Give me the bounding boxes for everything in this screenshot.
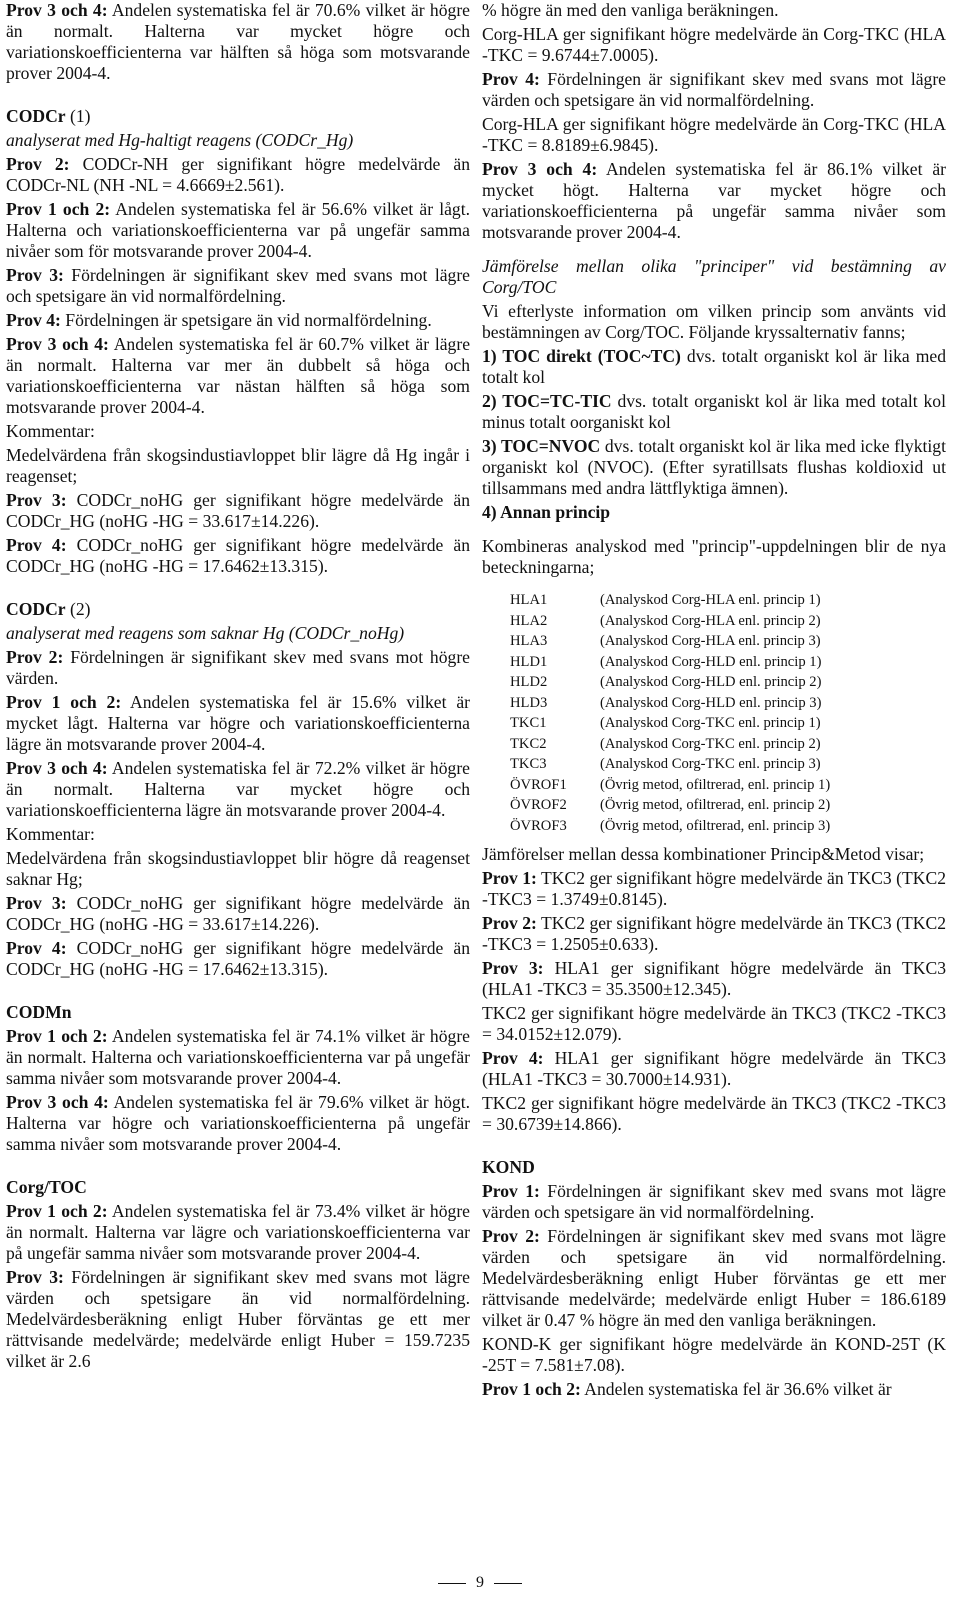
paragraph bbox=[6, 130, 470, 151]
paragraph bbox=[482, 1226, 946, 1331]
bold-label: Prov 3: bbox=[6, 1267, 64, 1287]
section-gap bbox=[482, 1138, 946, 1157]
abbreviation-description: (Analyskod Corg-HLD enl. princip 3) bbox=[600, 694, 822, 711]
paragraph bbox=[482, 114, 946, 156]
body-text: Andelen systematiska fel är 70.6% vilket är högre än normalt. Halterna var mycket högre och variationskoefficienterna var hälften så höga som motsvarande prover 2004-4. bbox=[6, 0, 470, 83]
bold-label: Prov 3: bbox=[6, 490, 67, 510]
left-column bbox=[6, 0, 470, 1375]
right-column bbox=[482, 0, 946, 1403]
paragraph bbox=[482, 69, 946, 111]
body-text: Andelen systematiska fel är 74.1% vilket är högre än normalt. Halterna och variationskoefficienterna var på ungefär samma nivåer som motsvarande prover 2004-4. bbox=[6, 1026, 470, 1088]
body-text: TKC2 ger signifikant högre medelvärde än TKC3 (TKC2 -TKC3 = 30.6739±14.866). bbox=[482, 1093, 946, 1134]
body-text: Andelen systematiska fel är 36.6% vilket är bbox=[580, 1379, 892, 1399]
paragraph bbox=[482, 958, 946, 1000]
paragraph bbox=[482, 301, 946, 343]
body-text: Andelen systematiska fel är 72.2% vilket är högre än normalt. Halterna var mycket högre och variationskoefficienterna lägre än motsvarande prover 2004-4. bbox=[6, 758, 470, 820]
body-text: dvs. totalt organiskt kol är lika med totalt kol bbox=[482, 346, 946, 387]
bold-label: 2) TOC=TC-TIC bbox=[482, 391, 612, 411]
body-text: Medelvärdena från skogsindustiavloppet blir högre då reagenset saknar Hg; bbox=[6, 848, 470, 889]
body-text: (2) bbox=[65, 599, 91, 619]
abbreviation-code: HLA1 bbox=[510, 592, 548, 608]
bold-label: Prov 3 och 4: bbox=[6, 0, 108, 20]
body-text: Fördelningen är signifikant skev med svans mot högre värden. bbox=[6, 647, 470, 688]
section-gap bbox=[6, 580, 470, 599]
paragraph bbox=[482, 502, 946, 523]
abbreviation-description: (Övrig metod, ofiltrerad, enl. princip 2) bbox=[600, 797, 831, 813]
paragraph bbox=[482, 868, 946, 910]
bold-label: CODMn bbox=[6, 1002, 72, 1022]
paragraph bbox=[6, 1201, 470, 1264]
body-text: Kommentar: bbox=[6, 421, 95, 441]
abbreviation-description: (Analyskod Corg-HLA enl. princip 2) bbox=[600, 612, 821, 629]
paragraph bbox=[482, 159, 946, 243]
abbreviation-row bbox=[510, 652, 946, 673]
paragraph bbox=[482, 1093, 946, 1135]
bold-label: Prov 1: bbox=[482, 868, 537, 888]
body-text: TKC2 ger signifikant högre medelvärde än TKC3 (TKC2 -TKC3 = 1.3749±0.8145). bbox=[482, 868, 946, 909]
abbreviation-description: (Analyskod Corg-HLA enl. princip 1) bbox=[600, 592, 821, 608]
body-text: CODCr_noHG ger signifikant högre medelvärde än CODCr_HG (noHG -HG = 33.617±14.226). bbox=[6, 490, 470, 531]
paragraph bbox=[482, 1157, 946, 1178]
paragraph bbox=[6, 334, 470, 418]
body-text: KOND-K ger signifikant högre medelvärde än KOND-25T (K -25T = 7.581±7.08). bbox=[482, 1334, 946, 1375]
bold-label: CODCr bbox=[6, 106, 66, 126]
body-text: Andelen systematiska fel är 15.6% vilket är mycket lågt. Halterna var högre och variationskoefficienterna lägre än motsvarande prover 2004-4. bbox=[6, 692, 470, 754]
body-text: Fördelningen är signifikant skev med svans mot lägre värden och spetsigare än vid normalfördelning. Medelvärdesberäkning enligt Huber förväntas ge ett mer rättvisande medelvärde; medelvärde enligt Huber = 186.6189 vilket är 0.47 % högre än med den vanliga beräkningen. bbox=[482, 1226, 946, 1330]
body-text: TKC2 ger signifikant högre medelvärde än TKC3 (TKC2 -TKC3 = 1.2505±0.633). bbox=[482, 913, 946, 954]
abbreviation-row bbox=[510, 754, 946, 775]
section-gap bbox=[482, 526, 946, 536]
bold-label: Prov 4: bbox=[6, 938, 67, 958]
abbreviation-code: TKC3 bbox=[510, 756, 547, 772]
paragraph bbox=[6, 824, 470, 845]
body-text: CODCr_noHG ger signifikant högre medelvärde än CODCr_HG (noHG -HG = 17.6462±13.315). bbox=[6, 938, 470, 979]
body-text: dvs. totalt organiskt kol är lika med totalt kol minus totalt oorganiskt kol bbox=[482, 391, 946, 432]
abbreviation-code: HLD3 bbox=[510, 694, 548, 711]
bold-label: Prov 1: bbox=[482, 1181, 540, 1201]
abbreviation-description: (Övrig metod, ofiltrerad, enl. princip 1) bbox=[600, 776, 831, 793]
paragraph bbox=[6, 623, 470, 644]
section-gap bbox=[6, 1158, 470, 1177]
paragraph bbox=[6, 199, 470, 262]
abbreviation-row bbox=[510, 590, 946, 611]
body-text: HLA1 ger signifikant högre medelvärde än TKC3 (HLA1 -TKC3 = 30.7000±14.931). bbox=[482, 1048, 946, 1089]
section-gap bbox=[482, 246, 946, 256]
abbreviation-row bbox=[510, 693, 946, 714]
paragraph bbox=[6, 265, 470, 307]
abbreviation-row bbox=[510, 713, 946, 734]
paragraph bbox=[482, 536, 946, 578]
body-text: CODCr-NH ger signifikant högre medelvärde än CODCr-NL (NH -NL = 4.6669±2.561). bbox=[6, 154, 470, 195]
bold-label: Prov 3 och 4: bbox=[6, 1092, 109, 1112]
abbreviation-row bbox=[510, 672, 946, 693]
paragraph bbox=[482, 844, 946, 865]
paragraph bbox=[482, 391, 946, 433]
body-text: Fördelningen är spetsigare än vid normalfördelning. bbox=[60, 310, 432, 330]
abbreviation-code: HLD2 bbox=[510, 674, 548, 690]
body-text: CODCr_noHG ger signifikant högre medelvärde än CODCr_HG (noHG -HG = 17.6462±13.315). bbox=[6, 535, 470, 576]
body-text: Andelen systematiska fel är 60.7% vilket är lägre än normalt. Halterna var mer än dubbelt så höga och variationskoefficienterna var nästan hälften så höga som motsvarande prover 2004-4. bbox=[6, 334, 470, 417]
paragraph bbox=[6, 1267, 470, 1372]
paragraph bbox=[482, 346, 946, 388]
body-text: Fördelningen är signifikant skev med svans mot lägre värden och spetsigare än vid normalfördelning. Medelvärdesberäkning enligt Huber förväntas ge ett mer rättvisande medelvärde; medelvärde enligt Huber = 159.7235 vilket är 2.6 bbox=[6, 1267, 470, 1371]
abbreviation-code: ÖVROF3 bbox=[510, 817, 567, 834]
abbreviation-description: (Analyskod Corg-TKC enl. princip 3) bbox=[600, 756, 821, 772]
body-text: Corg-HLA ger signifikant högre medelvärde än Corg-TKC (HLA -TKC = 8.8189±6.9845). bbox=[482, 114, 946, 155]
paragraph bbox=[6, 421, 470, 442]
paragraph bbox=[482, 1181, 946, 1223]
paragraph bbox=[6, 647, 470, 689]
body-text: Fördelningen är signifikant skev med svans mot lägre och spetsigare än vid normalfördelning. bbox=[6, 265, 470, 306]
body-text: Kombineras analyskod med "princip"-uppdelningen blir de nya beteckningarna; bbox=[482, 536, 946, 577]
body-text: Andelen systematiska fel är 56.6% vilket är lågt. Halterna och variationskoefficienterna var på ungefär samma nivåer som för motsvarande prover 2004-4. bbox=[6, 199, 470, 261]
bold-label: Prov 4: bbox=[6, 535, 67, 555]
paragraph bbox=[6, 154, 470, 196]
body-text: Jämförelser mellan dessa kombinationer Princip&Metod visar; bbox=[482, 844, 925, 864]
body-text: Corg-HLA ger signifikant högre medelvärde än Corg-TKC (HLA -TKC = 9.6744±7.0005). bbox=[482, 24, 946, 65]
bold-label: Prov 3 och 4: bbox=[6, 334, 109, 354]
abbreviation-row bbox=[510, 631, 946, 652]
bold-label: 1) TOC direkt (TOC~TC) bbox=[482, 346, 681, 366]
body-text: Andelen systematiska fel är 86.1% vilket är mycket högt. Halterna var mycket högre och variationskoefficienterna på ungefär samma nivåer som motsvarande prover 2004-4. bbox=[482, 159, 946, 242]
paragraph bbox=[6, 938, 470, 980]
paragraph bbox=[6, 1177, 470, 1198]
bold-label: Prov 2: bbox=[6, 154, 70, 174]
section-gap bbox=[6, 983, 470, 1002]
bold-label: Prov 2: bbox=[482, 913, 537, 933]
paragraph bbox=[482, 1379, 946, 1400]
abbreviation-code: HLD1 bbox=[510, 653, 548, 670]
body-text: % högre än med den vanliga beräkningen. bbox=[482, 0, 779, 20]
bold-label: Prov 1 och 2: bbox=[6, 1026, 108, 1046]
paragraph bbox=[6, 0, 470, 84]
bold-label: Prov 2: bbox=[482, 1226, 540, 1246]
paragraph bbox=[6, 692, 470, 755]
body-text: (1) bbox=[65, 106, 91, 126]
body-text: Medelvärdena från skogsindustiavloppet blir lägre då Hg ingår i reagenset; bbox=[6, 445, 470, 486]
body-text: Andelen systematiska fel är 79.6% vilket är högt. Halterna var högre och variationskoefficienterna på ungefär samma nivåer som motsvarande prover 2004-4. bbox=[6, 1092, 470, 1154]
abbreviation-description: (Analyskod Corg-HLD enl. princip 1) bbox=[600, 653, 822, 670]
abbreviation-description: (Analyskod Corg-HLA enl. princip 3) bbox=[600, 633, 821, 649]
italic-text: analyserat med Hg-haltigt reagens (CODCr_Hg) bbox=[6, 130, 354, 150]
paragraph bbox=[482, 24, 946, 66]
paragraph bbox=[6, 758, 470, 821]
bold-label: 4) Annan princip bbox=[482, 502, 611, 522]
abbreviation-description: (Analyskod Corg-HLD enl. princip 2) bbox=[600, 674, 822, 690]
abbreviation-row bbox=[510, 775, 946, 796]
paragraph bbox=[482, 436, 946, 499]
paragraph bbox=[482, 0, 946, 21]
abbreviation-description: (Analyskod Corg-TKC enl. princip 1) bbox=[600, 715, 821, 731]
abbreviation-row bbox=[510, 734, 946, 755]
bold-label: KOND bbox=[482, 1157, 535, 1177]
italic-text: analyserat med reagens som saknar Hg (CODCr_noHg) bbox=[6, 623, 405, 643]
bold-label: Prov 1 och 2: bbox=[482, 1379, 581, 1399]
bold-label: Prov 2: bbox=[6, 647, 64, 667]
bold-label: Corg/TOC bbox=[6, 1177, 87, 1197]
paragraph bbox=[6, 893, 470, 935]
bold-label: Prov 3: bbox=[6, 265, 64, 285]
paragraph bbox=[6, 106, 470, 127]
paragraph bbox=[6, 445, 470, 487]
bold-label: Prov 4: bbox=[6, 310, 61, 330]
abbreviation-description: (Analyskod Corg-TKC enl. princip 2) bbox=[600, 735, 821, 752]
bold-label: Prov 3: bbox=[482, 958, 544, 978]
bold-label: Prov 4: bbox=[482, 69, 540, 89]
paragraph bbox=[6, 1026, 470, 1089]
bold-label: Prov 1 och 2: bbox=[6, 692, 122, 712]
bold-label: Prov 1 och 2: bbox=[6, 199, 111, 219]
paragraph bbox=[6, 1092, 470, 1155]
body-text: CODCr_noHG ger signifikant högre medelvärde än CODCr_HG (noHG -HG = 33.617±14.226). bbox=[6, 893, 470, 934]
abbreviation-code: HLA2 bbox=[510, 612, 548, 629]
body-text: Fördelningen är signifikant skev med svans mot lägre värden och spetsigare än vid normalfördelning. bbox=[482, 69, 946, 110]
paragraph bbox=[6, 848, 470, 890]
abbreviation-code: HLA3 bbox=[510, 633, 548, 649]
body-text: Vi efterlyste information om vilken princip som använts vid bestämningen av Corg/TOC. Följande kryssalternativ fanns; bbox=[482, 301, 946, 342]
abbreviation-code: TKC2 bbox=[510, 735, 547, 752]
body-text: HLA1 ger signifikant högre medelvärde än TKC3 (HLA1 -TKC3 = 35.3500±12.345). bbox=[482, 958, 946, 999]
paragraph bbox=[482, 1334, 946, 1376]
bold-label: Prov 3 och 4: bbox=[482, 159, 598, 179]
bold-label: CODCr bbox=[6, 599, 66, 619]
bold-label: 3) TOC=NVOC bbox=[482, 436, 601, 456]
paragraph bbox=[482, 1048, 946, 1090]
body-text: dvs. totalt organiskt kol är lika med icke flyktigt organiskt kol (NVOC). (Efter syratillsats flushas koldioxid ut tillsammans med andra lättflyktiga ämnen). bbox=[482, 436, 946, 498]
abbreviation-code: ÖVROF2 bbox=[510, 797, 567, 813]
paragraph bbox=[482, 1003, 946, 1045]
abbreviation-row bbox=[510, 611, 946, 632]
abbreviation-code: TKC1 bbox=[510, 715, 547, 731]
paragraph bbox=[482, 256, 946, 298]
paragraph bbox=[6, 599, 470, 620]
bold-label: Prov 4: bbox=[482, 1048, 544, 1068]
bold-label: Prov 1 och 2: bbox=[6, 1201, 108, 1221]
body-text: Fördelningen är signifikant skev med svans mot lägre värden och spetsigare än vid normalfördelning. bbox=[482, 1181, 946, 1222]
body-text: Andelen systematiska fel är 73.4% vilket är högre än normalt. Halterna var lägre och variationskoefficienterna var på ungefär samma nivåer som motsvarande prover 2004-4. bbox=[6, 1201, 470, 1263]
bold-label: Prov 3 och 4: bbox=[6, 758, 108, 778]
abbreviation-row bbox=[510, 816, 946, 837]
paragraph bbox=[6, 490, 470, 532]
paragraph bbox=[6, 1002, 470, 1023]
abbreviation-list bbox=[510, 590, 946, 836]
footer-dash-left bbox=[438, 1583, 466, 1584]
body-text: TKC2 ger signifikant högre medelvärde än TKC3 (TKC2 -TKC3 = 34.0152±12.079). bbox=[482, 1003, 946, 1044]
paragraph bbox=[6, 535, 470, 577]
page-number: 9 bbox=[476, 1574, 484, 1591]
abbreviation-code: ÖVROF1 bbox=[510, 776, 567, 793]
footer-dash-right bbox=[494, 1583, 522, 1584]
page-footer bbox=[0, 1572, 960, 1593]
paragraph bbox=[6, 310, 470, 331]
abbreviation-description: (Övrig metod, ofiltrerad, enl. princip 3) bbox=[600, 817, 831, 834]
section-gap bbox=[6, 87, 470, 106]
bold-label: Prov 3: bbox=[6, 893, 67, 913]
paragraph bbox=[482, 913, 946, 955]
body-text: Kommentar: bbox=[6, 824, 95, 844]
abbreviation-row bbox=[510, 795, 946, 816]
italic-text: Jämförelse mellan olika "principer" vid bestämning av Corg/TOC bbox=[482, 256, 946, 297]
